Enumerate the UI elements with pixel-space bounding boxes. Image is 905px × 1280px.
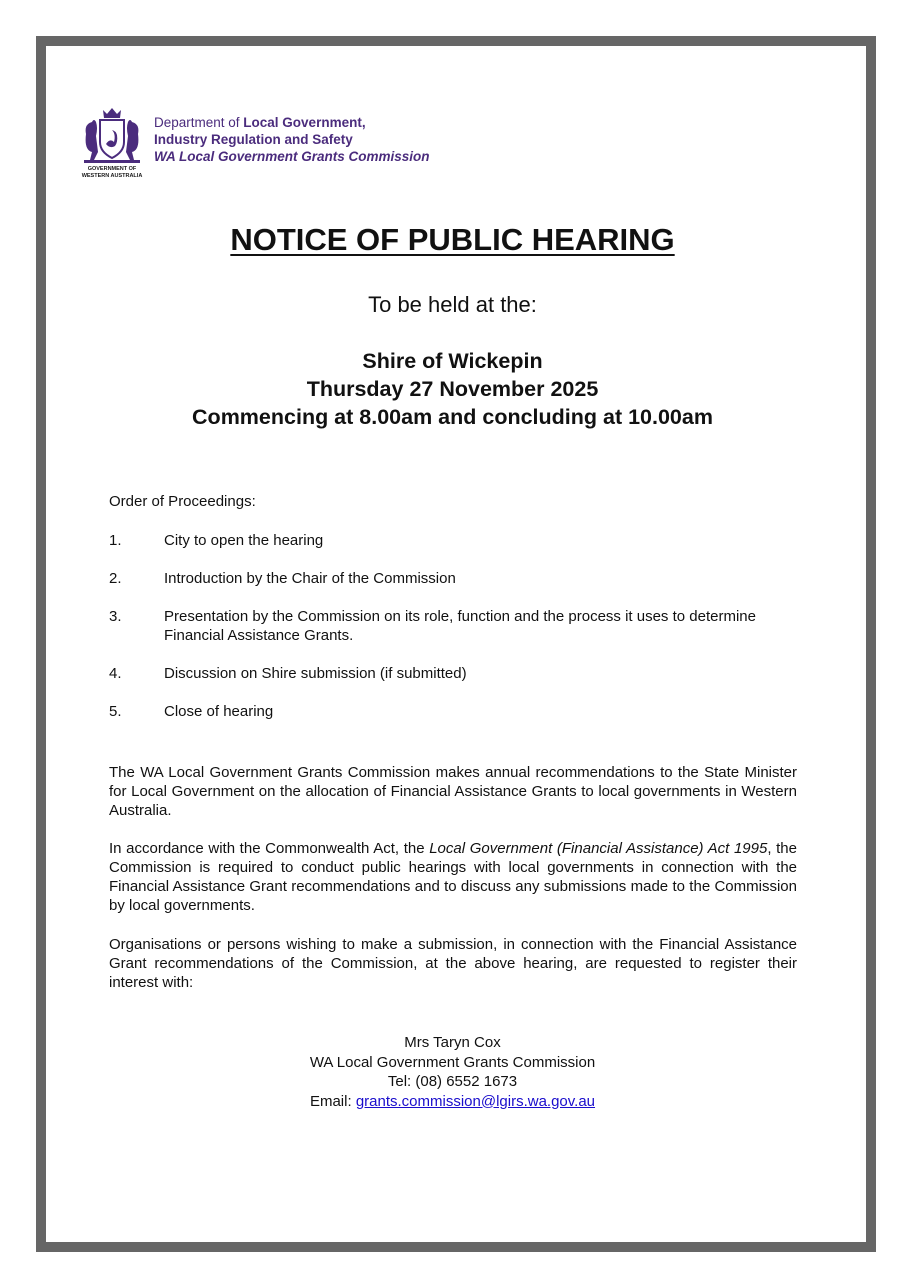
title-text: NOTICE OF PUBLIC HEARING [230,222,675,257]
email-label: Email: [309,1092,356,1110]
crest-caption-line-2: WESTERN AUSTRALIA [81,173,143,179]
event-time: Commencing at 8.00am and concluding at 10.00am [192,405,713,429]
legislation-rest: , the Commission is required to conduct public hearings with local governments in connection with the Financial Assistance Grant recommendations and to discuss any submissions made to the Commission by local governments. [109,840,797,914]
act-title: Local Government (Financial Assistance) Act 1995 [429,840,768,857]
list-item [109,702,797,721]
event-venue: Shire of Wickepin [362,349,543,373]
paragraph-commission-role: The WA Local Government Grants Commission makes annual recommendations to the State Minister for Local Government on the allocation of Financial Assistance Grants to local governments in Western Australia. [109,764,797,819]
department-prefix: Department of [154,115,244,130]
held-at-label: To be held at the: [368,292,537,317]
department-name [154,114,430,165]
crest-caption [72,166,152,180]
paragraph-submissions: Organisations or persons wishing to make a submission, in connection with the Financial Assistance Grant recommendations of the Commission, at the above hearing, are requested to register their interest with: [109,936,797,991]
contact-name: Mrs Taryn Cox [404,1034,501,1051]
list-item [109,531,797,550]
item-text: Introduction by the Chair of the Commission [164,570,456,587]
item-text: Close of hearing [164,703,274,720]
legislation-intro: In accordance with the Commonwealth Act, the [109,840,430,857]
item-text: Presentation by the Commission on its role, function and the process it uses to determine Financial Assistance Grants. [164,608,756,644]
item-number: 3. [109,608,122,625]
page-title [0,222,905,258]
department-bold: Local Government, [243,115,366,130]
item-number: 1. [109,532,122,549]
paragraph-legislation [109,839,797,915]
item-text: City to open the hearing [164,532,324,549]
list-item [109,569,797,588]
item-text: Discussion on Shire submission (if submitted) [164,665,467,682]
government-logo [72,104,437,184]
list-item [109,664,797,683]
contact-phone: Tel: (08) 6552 1673 [387,1073,518,1090]
item-number: 2. [109,570,122,587]
crest-caption-line-1: GOVERNMENT OF [87,166,137,172]
contact-email-line [0,1092,905,1112]
proceedings-heading: Order of Proceedings: [109,493,256,510]
item-number: 5. [109,703,122,720]
contact-block [0,1033,905,1111]
proceedings-list [109,531,797,740]
department-line-1 [154,114,430,131]
contact-organisation: WA Local Government Grants Commission [309,1053,596,1071]
event-date: Thursday 27 November 2025 [306,377,599,401]
list-item [109,607,797,645]
commission-name: WA Local Government Grants Commission [154,149,430,164]
item-number: 4. [109,665,122,682]
event-details [0,347,905,431]
email-link[interactable]: grants.commission@lgirs.wa.gov.au [355,1092,596,1110]
department-line-2: Industry Regulation and Safety [154,132,353,147]
